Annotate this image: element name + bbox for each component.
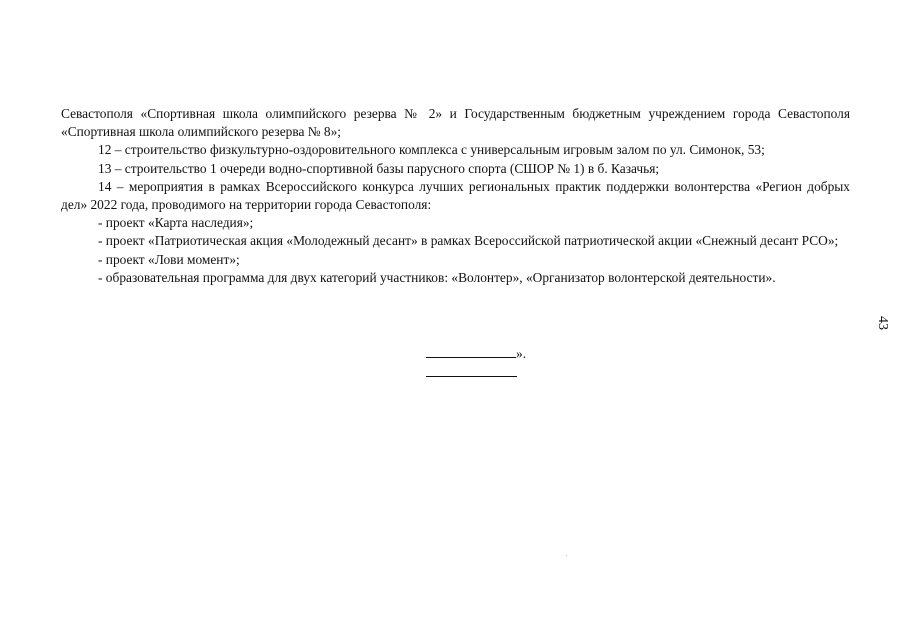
paragraph-item-13: 13 – строительство 1 очереди водно-спортивной базы парусного спорта (СШОР № 1) в б. Казачья; [98, 160, 660, 176]
closing-quote-mark: ». [516, 346, 527, 361]
paragraph-educational-program: - образовательная программа для двух категорий участников: «Волонтер», «Организатор волонтерской деятельности». [98, 269, 776, 285]
document-body [61, 105, 850, 287]
page-number: 43 [875, 316, 890, 330]
paragraph-continuation: Севастополя «Спортивная школа олимпийского резерва № 2» и Государственным бюджетным учреждением города Севастополя «Спортивная школа олимпийского резерва № 8»; [61, 106, 850, 140]
closing-blank-line [426, 345, 516, 358]
end-separator-line [426, 376, 517, 377]
paragraph-project-heritage-map: - проект «Карта наследия»; [98, 215, 254, 231]
paragraph-item-14: 14 – мероприятия в рамках Всероссийского конкурса лучших региональных практик поддержки волонтерства «Регион добрых дел» 2022 года, проводимого на территории города Севастополя: [61, 178, 850, 213]
closing-line [426, 345, 526, 362]
paragraph-project-youth-landing: - проект «Патриотическая акция «Молодежный десант» в рамках Всероссийской патриотической акции «Снежный десант РСО»; [98, 233, 839, 249]
scan-speck [566, 555, 567, 556]
paragraph-item-12: 12 – строительство физкультурно-оздоровительного комплекса с универсальным игровым залом по ул. Симонок, 53; [98, 142, 765, 158]
paragraph-project-catch-moment: - проект «Лови момент»; [98, 251, 240, 267]
